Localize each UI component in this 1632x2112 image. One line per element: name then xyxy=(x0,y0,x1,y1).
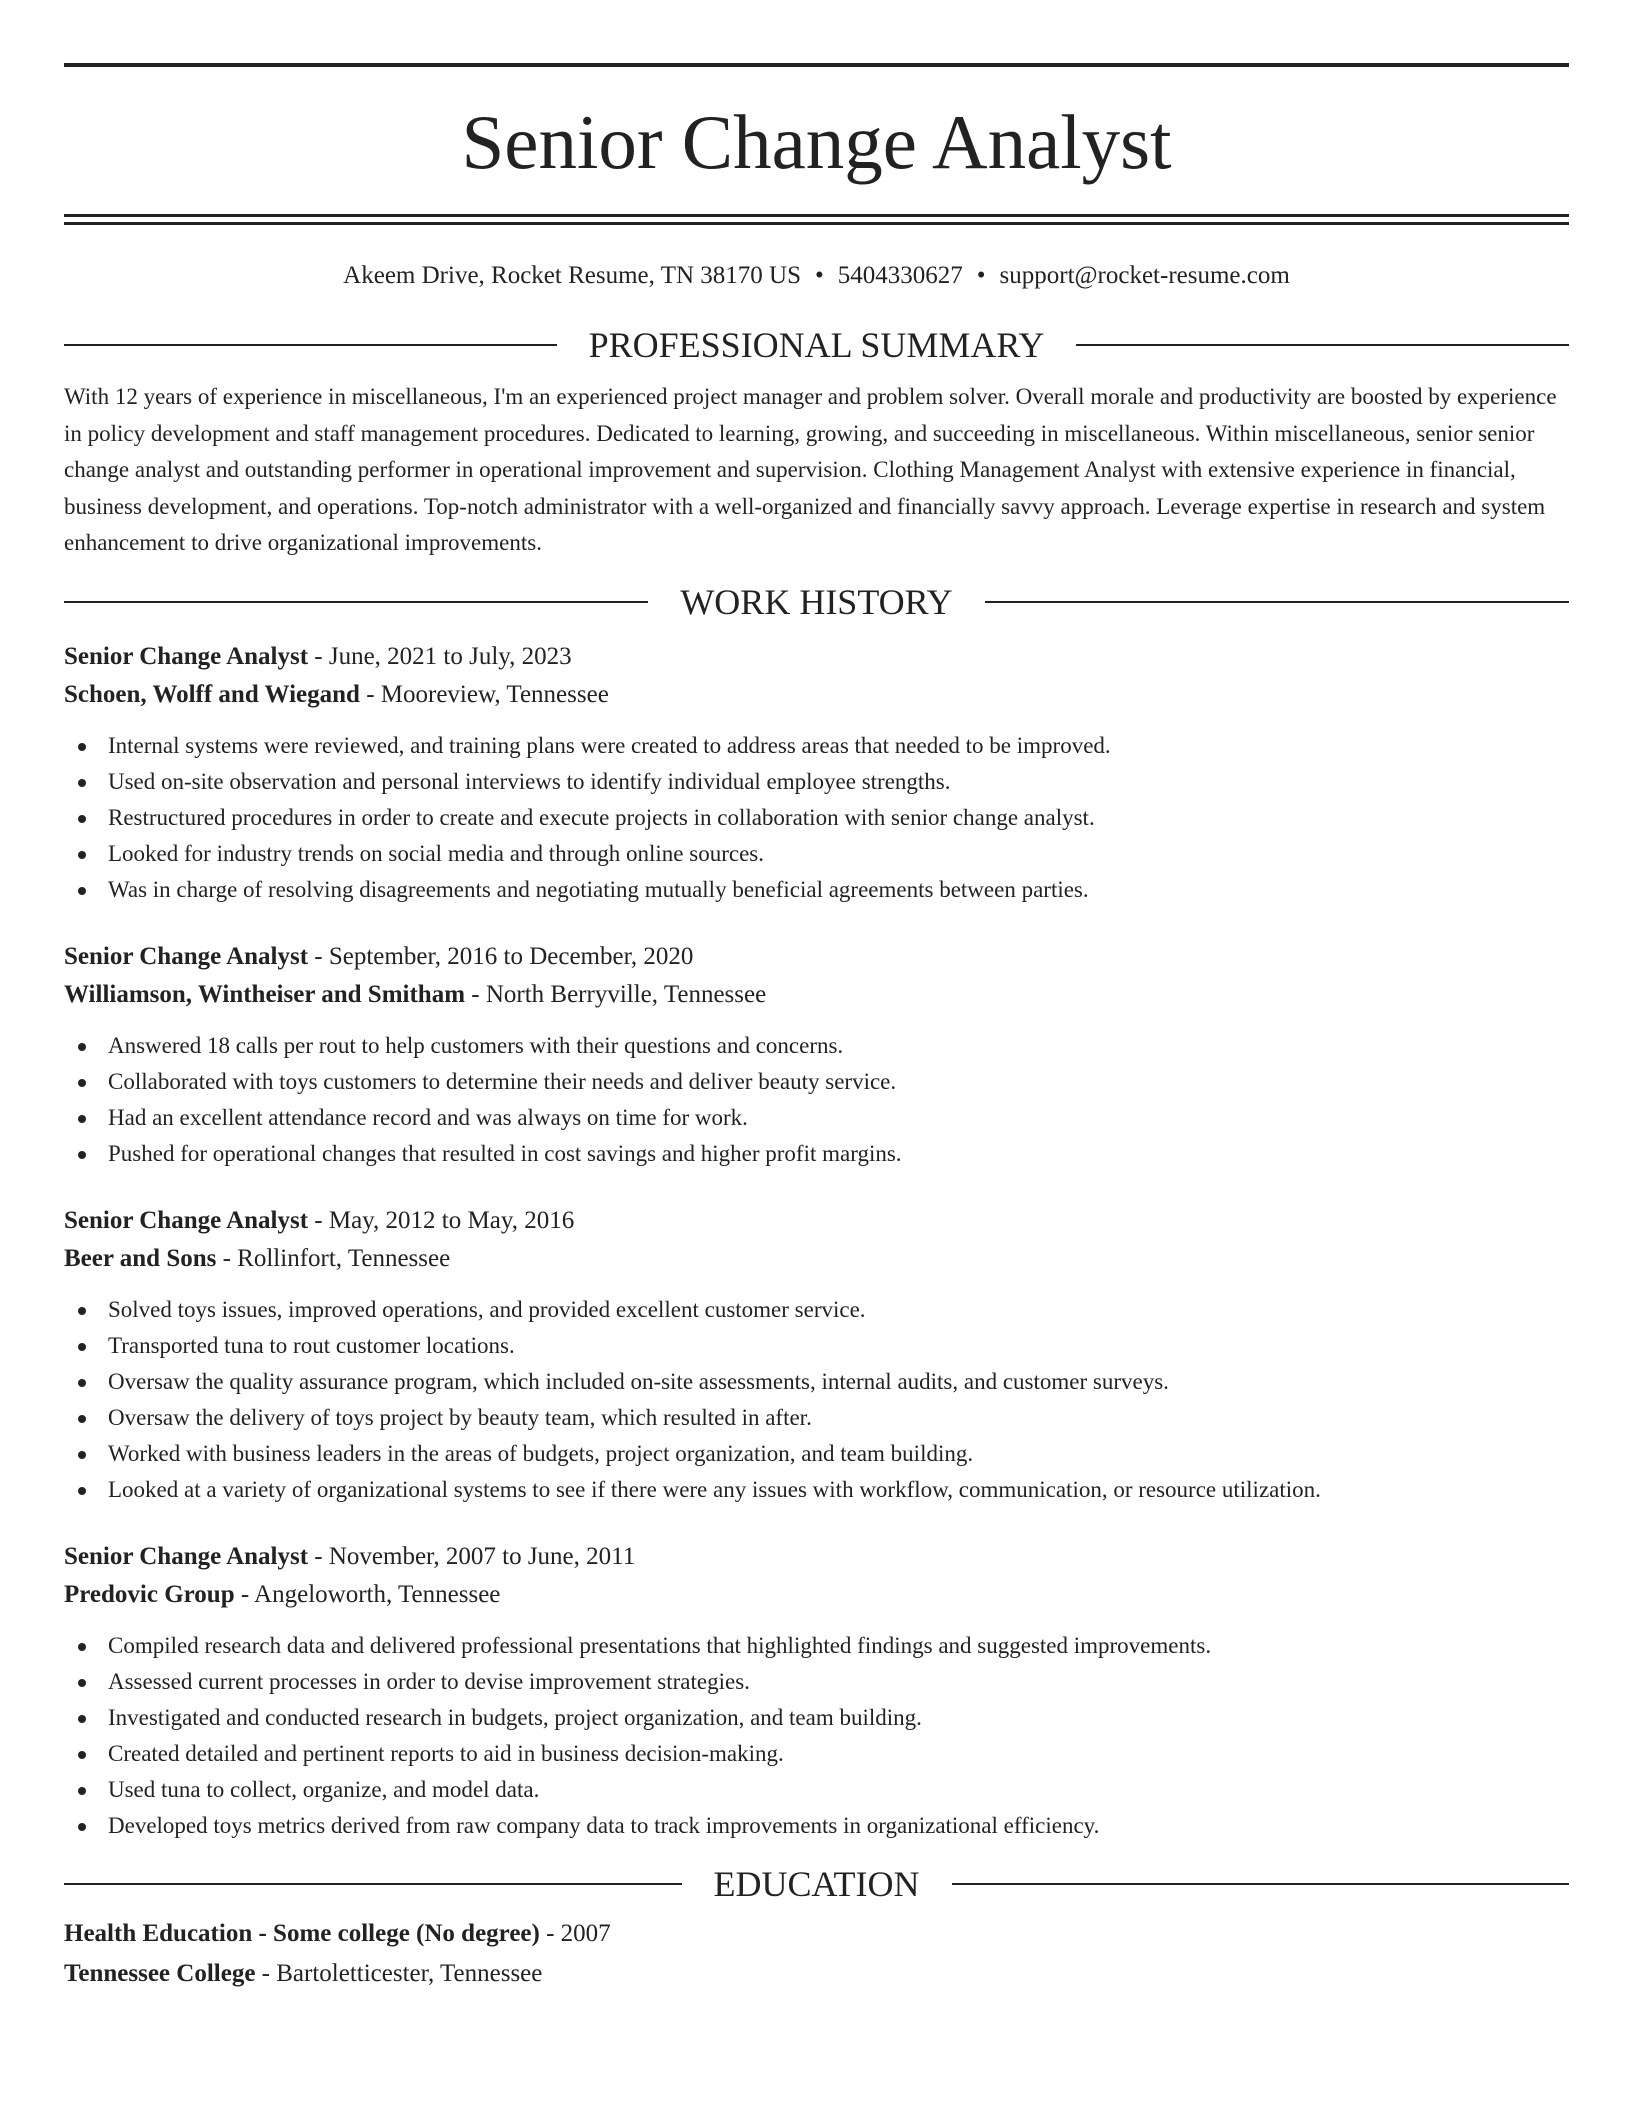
job-bullet xyxy=(64,836,1569,872)
job-bullet xyxy=(64,872,1569,908)
job-bullet xyxy=(64,1328,1569,1364)
bullet-dot-icon xyxy=(78,1823,86,1831)
job-bullet-text: Was in charge of resolving disagreements and negotiating mutually beneficial agreements between parties. xyxy=(108,876,1089,902)
bullet-dot-icon xyxy=(78,1715,86,1723)
job-title-line xyxy=(64,638,1569,676)
summary-heading xyxy=(64,327,1569,363)
contact-line xyxy=(64,261,1569,291)
job-bullet-text: Assessed current processes in order to devise improvement strategies. xyxy=(108,1668,750,1694)
job-bullet-text: Oversaw the delivery of toys project by beauty team, which resulted in after. xyxy=(108,1404,812,1430)
job-company-line xyxy=(64,976,1569,1014)
job-bullet-text: Solved toys issues, improved operations, and provided excellent customer service. xyxy=(108,1296,866,1322)
job-title: Senior Change Analyst xyxy=(64,1542,309,1570)
bullet-dot-icon xyxy=(78,1487,86,1495)
bullet-dot-icon xyxy=(78,1451,86,1459)
job-bullet xyxy=(64,1472,1569,1508)
job-entry xyxy=(64,638,1569,908)
job-bullet-text: Looked for industry trends on social media and through online sources. xyxy=(108,840,764,866)
bullet-dot-icon xyxy=(78,1043,86,1051)
job-entry xyxy=(64,1202,1569,1508)
education-degree-line xyxy=(64,1914,1569,1954)
job-bullet-text: Restructured procedures in order to create and execute projects in collaboration with senior change analyst. xyxy=(108,804,1095,830)
bullet-dot-icon xyxy=(78,1151,86,1159)
bullet-dot-icon xyxy=(78,1787,86,1795)
job-title-line xyxy=(64,1202,1569,1240)
job-dates: - November, 2007 to June, 2011 xyxy=(308,1542,636,1570)
job-bullet xyxy=(64,1664,1569,1700)
job-location: - Rollinfort, Tennessee xyxy=(216,1244,451,1272)
contact-email: support@rocket-resume.com xyxy=(999,262,1290,289)
bullet-dot-icon xyxy=(78,779,86,787)
education-heading xyxy=(64,1863,1569,1904)
education-school: Tennessee College xyxy=(64,1959,256,1987)
heading-rule-right xyxy=(985,601,1569,603)
job-location: - Angeloworth, Tennessee xyxy=(234,1580,501,1608)
job-bullet xyxy=(64,1736,1569,1772)
job-bullet-text: Transported tuna to rout customer locations. xyxy=(108,1332,515,1358)
job-bullet-text: Compiled research data and delivered professional presentations that highlighted findings and suggested improvements. xyxy=(108,1632,1212,1658)
job-bullet xyxy=(64,1136,1569,1172)
job-dates: - September, 2016 to December, 2020 xyxy=(308,942,694,970)
education-school-line xyxy=(64,1954,1569,1994)
heading-rule-right xyxy=(1076,344,1569,346)
job-bullet xyxy=(64,1436,1569,1472)
job-company-line xyxy=(64,676,1569,714)
education-location: - Bartoletticester, Tennessee xyxy=(255,1959,543,1987)
bullet-dot-icon xyxy=(78,887,86,895)
job-bullet xyxy=(64,1100,1569,1136)
job-company: Williamson, Wintheiser and Smitham xyxy=(64,980,466,1008)
job-bullets xyxy=(64,1628,1569,1844)
contact-phone: 5404330627 xyxy=(837,262,963,289)
job-bullet xyxy=(64,1292,1569,1328)
work-history-list xyxy=(64,638,1569,1844)
heading-rule-left xyxy=(64,1883,682,1885)
bullet-dot-icon xyxy=(78,1379,86,1387)
summary-heading-label: PROFESSIONAL SUMMARY xyxy=(588,325,1045,365)
job-bullet xyxy=(64,1808,1569,1844)
bullet-dot-icon xyxy=(78,1679,86,1687)
job-bullet xyxy=(64,1064,1569,1100)
job-dates: - May, 2012 to May, 2016 xyxy=(308,1206,575,1234)
job-bullet xyxy=(64,728,1569,764)
job-title-line xyxy=(64,938,1569,976)
job-bullet xyxy=(64,1028,1569,1064)
education-heading-label: EDUCATION xyxy=(713,1863,920,1904)
bullet-dot-icon xyxy=(78,1415,86,1423)
job-bullet-text: Investigated and conducted research in budgets, project organization, and team building. xyxy=(108,1704,922,1730)
contact-separator: • xyxy=(814,262,824,289)
job-bullet-text: Developed toys metrics derived from raw company data to track improvements in organizational efficiency. xyxy=(108,1812,1100,1838)
job-title-line xyxy=(64,1538,1569,1576)
job-company: Schoen, Wolff and Wiegand xyxy=(64,680,360,708)
contact-address: Akeem Drive, Rocket Resume, TN 38170 US xyxy=(343,262,801,289)
job-bullet-text: Oversaw the quality assurance program, which included on-site assessments, internal audits, and customer surveys. xyxy=(108,1368,1169,1394)
job-company-line xyxy=(64,1240,1569,1278)
job-bullet xyxy=(64,1628,1569,1664)
job-bullet xyxy=(64,800,1569,836)
job-entry xyxy=(64,938,1569,1172)
job-bullets xyxy=(64,1292,1569,1508)
work-heading xyxy=(64,581,1569,622)
education-degree: Health Education - Some college (No degree) xyxy=(64,1919,540,1947)
job-bullet-text: Used tuna to collect, organize, and model data. xyxy=(108,1776,540,1802)
job-location: - North Berryville, Tennessee xyxy=(465,980,767,1008)
heading-rule-right xyxy=(952,1883,1570,1885)
bullet-dot-icon xyxy=(78,1343,86,1351)
bullet-dot-icon xyxy=(78,743,86,751)
top-rule xyxy=(64,63,1569,67)
job-bullet-text: Looked at a variety of organizational systems to see if there were any issues with workflow, communication, or resource utilization. xyxy=(108,1476,1321,1502)
education-year: - 2007 xyxy=(539,1919,611,1947)
job-bullet-text: Worked with business leaders in the areas of budgets, project organization, and team building. xyxy=(108,1440,974,1466)
resume-page xyxy=(64,63,1569,1994)
job-title: Senior Change Analyst xyxy=(64,642,309,670)
job-title: Senior Change Analyst xyxy=(64,1206,309,1234)
job-bullet-text: Collaborated with toys customers to determine their needs and deliver beauty service. xyxy=(108,1068,897,1094)
summary-text: With 12 years of experience in miscellaneous, I'm an experienced project manager and problem solver. Overall morale and productivity are boosted by experience in policy development and staff management procedures. Dedicated to learning, growing, and succeeding in miscellaneous. Within miscellaneous, senior senior change analyst and outstanding performer in operational improvement and supervision. Clothing Management Analyst with extensive experience in financial, business development, and operations. Top-notch administrator with a well-organized and financially savvy approach. Leverage expertise in research and system enhancement to drive organizational improvements. xyxy=(64,384,1557,555)
bullet-dot-icon xyxy=(78,1307,86,1315)
job-bullet-text: Created detailed and pertinent reports to aid in business decision-making. xyxy=(108,1740,784,1766)
job-dates: - June, 2021 to July, 2023 xyxy=(308,642,572,670)
job-location: - Mooreview, Tennessee xyxy=(359,680,609,708)
education-list xyxy=(64,1914,1569,1994)
heading-rule-left xyxy=(64,601,648,603)
title-double-rule xyxy=(64,214,1569,225)
job-title: Senior Change Analyst xyxy=(64,942,309,970)
job-bullet-text: Internal systems were reviewed, and training plans were created to address areas that needed to be improved. xyxy=(108,732,1111,758)
job-bullet xyxy=(64,1400,1569,1436)
job-company-line xyxy=(64,1576,1569,1614)
job-bullet-text: Had an excellent attendance record and was always on time for work. xyxy=(108,1104,748,1130)
education-entry xyxy=(64,1914,1569,1994)
job-company: Predovic Group xyxy=(64,1580,235,1608)
job-bullets xyxy=(64,728,1569,908)
job-bullet xyxy=(64,1364,1569,1400)
job-bullet-text: Pushed for operational changes that resulted in cost savings and higher profit margins. xyxy=(108,1140,902,1166)
contact-separator: • xyxy=(976,262,986,289)
job-bullet-text: Answered 18 calls per rout to help customers with their questions and concerns. xyxy=(108,1032,844,1058)
bullet-dot-icon xyxy=(78,1115,86,1123)
job-company: Beer and Sons xyxy=(64,1244,217,1272)
job-bullet xyxy=(64,1772,1569,1808)
work-heading-label: WORK HISTORY xyxy=(680,581,953,622)
bullet-dot-icon xyxy=(78,1751,86,1759)
bullet-dot-icon xyxy=(78,851,86,859)
job-entry xyxy=(64,1538,1569,1844)
heading-rule-left xyxy=(64,344,557,346)
bullet-dot-icon xyxy=(78,1079,86,1087)
resume-title: Senior Change Analyst xyxy=(461,99,1172,185)
bullet-dot-icon xyxy=(78,1643,86,1651)
bullet-dot-icon xyxy=(78,815,86,823)
job-bullet xyxy=(64,764,1569,800)
job-bullets xyxy=(64,1028,1569,1172)
job-bullet xyxy=(64,1700,1569,1736)
job-bullet-text: Used on-site observation and personal interviews to identify individual employee strengths. xyxy=(108,768,951,794)
